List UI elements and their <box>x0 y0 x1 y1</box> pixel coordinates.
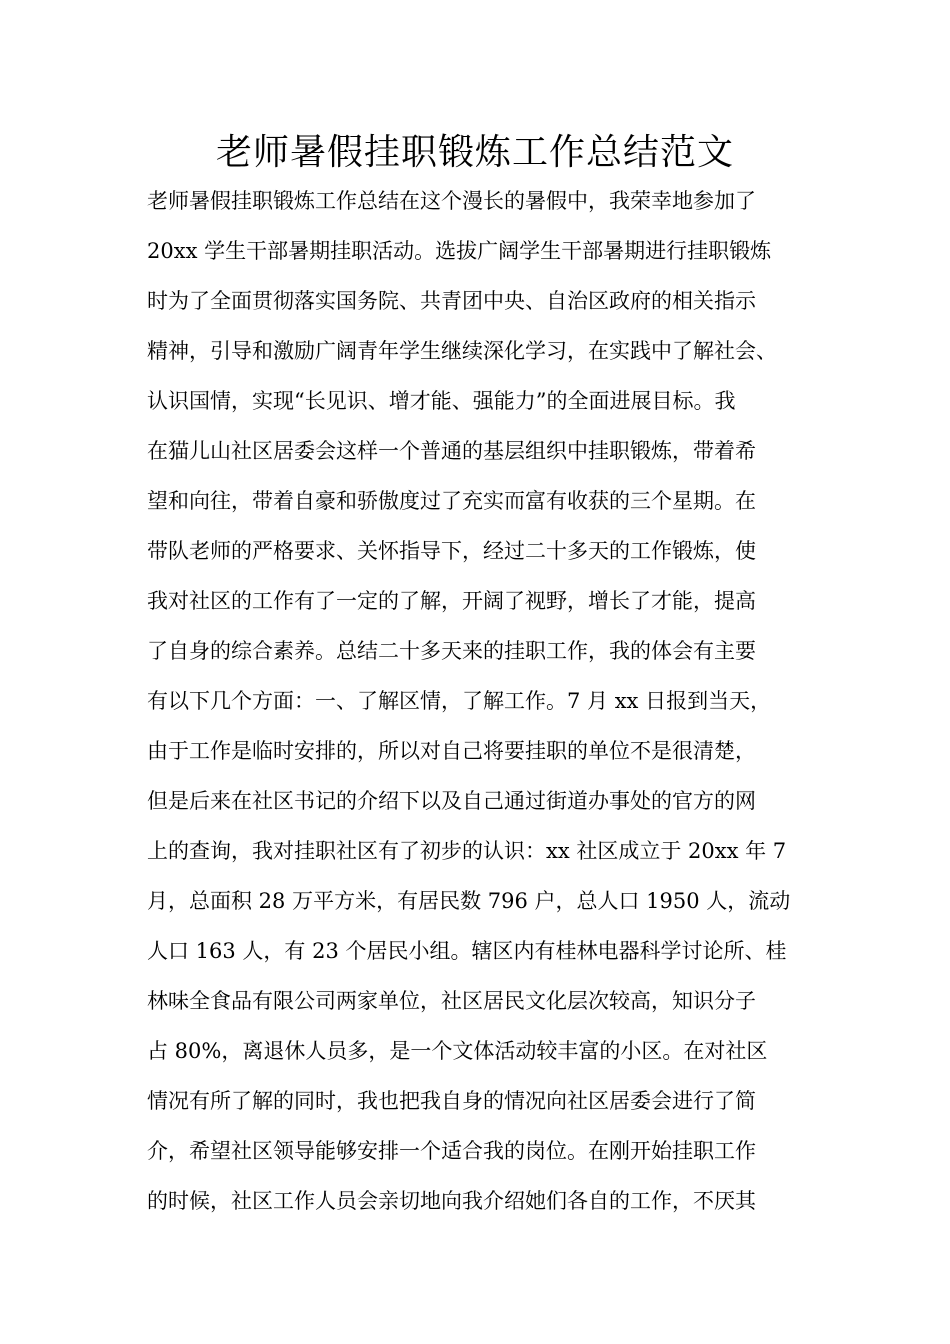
body-line: 带队老师的严格要求、关怀指导下，经过二十多天的工作锻炼，使 <box>147 539 756 563</box>
body-line: 精神，引导和激励广阔青年学生继续深化学习，在实践中了解社会、 <box>147 339 777 363</box>
body-line: 的时候，社区工作人员会亲切地向我介绍她们各自的工作，不厌其 <box>147 1189 756 1213</box>
body-line: 占 80%，离退休人员多，是一个文体活动较丰富的小区。在对社区 <box>147 1039 768 1063</box>
body-line: 情况有所了解的同时，我也把我自身的情况向社区居委会进行了简 <box>147 1089 756 1113</box>
body-line: 月，总面积 28 万平方米，有居民数 796 户，总人口 1950 人，流动 <box>147 889 791 913</box>
body-line: 时为了全面贯彻落实国务院、共青团中央、自治区政府的相关指示 <box>147 289 756 313</box>
body-line: 望和向往，带着自豪和骄傲度过了充实而富有收获的三个星期。在 <box>147 489 756 513</box>
body-line: 林味全食品有限公司两家单位，社区居民文化层次较高，知识分子 <box>147 989 756 1013</box>
body-line: 有以下几个方面：一、了解区情，了解工作。7 月 xx 日报到当天， <box>147 689 772 713</box>
body-line: 了自身的综合素养。总结二十多天来的挂职工作，我的体会有主要 <box>147 639 756 663</box>
body-line: 上的查询，我对挂职社区有了初步的认识：xx 社区成立于 20xx 年 7 <box>147 839 787 863</box>
document-body <box>147 176 815 1226</box>
body-line: 由于工作是临时安排的，所以对自己将要挂职的单位不是很清楚， <box>147 739 756 763</box>
document-title: 老师暑假挂职锻炼工作总结范文 <box>215 132 734 173</box>
body-line: 认识国情，实现“长见识、增才能、强能力”的全面进展目标。我 <box>147 389 736 413</box>
body-line: 人口 163 人，有 23 个居民小组。辖区内有桂林电器科学讨论所、桂 <box>147 939 787 963</box>
body-line: 老师暑假挂职锻炼工作总结在这个漫长的暑假中，我荣幸地参加了 <box>147 189 756 213</box>
body-line: 20xx 学生干部暑期挂职活动。选拔广阔学生干部暑期进行挂职锻炼 <box>147 239 772 263</box>
body-line: 但是后来在社区书记的介绍下以及自己通过街道办事处的官方的网 <box>147 789 756 813</box>
body-line: 介，希望社区领导能够安排一个适合我的岗位。在刚开始挂职工作 <box>147 1139 756 1163</box>
body-line: 我对社区的工作有了一定的了解，开阔了视野，增长了才能，提高 <box>147 589 756 613</box>
body-line: 在猫儿山社区居委会这样一个普通的基层组织中挂职锻炼，带着希 <box>147 439 756 463</box>
